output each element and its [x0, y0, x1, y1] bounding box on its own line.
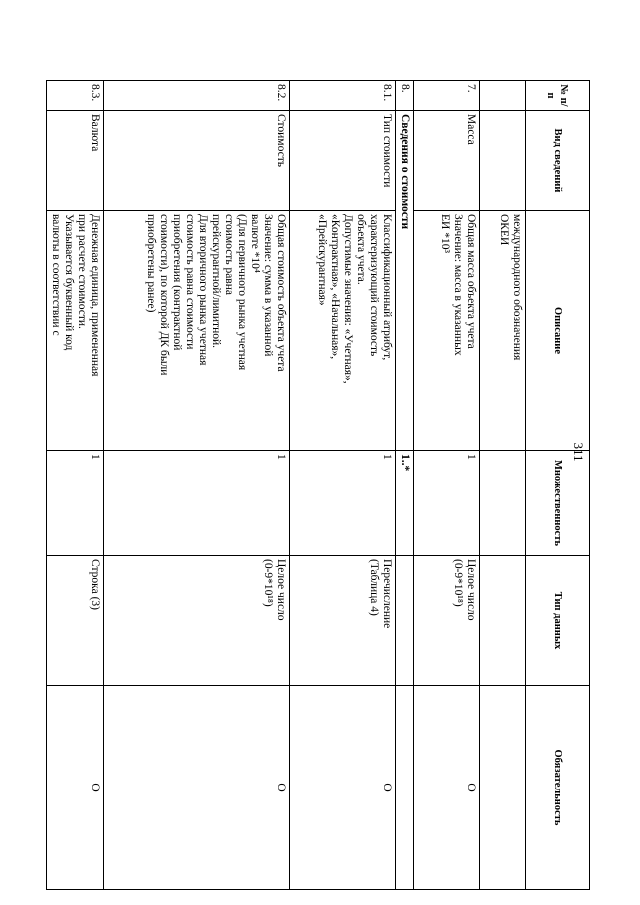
cell-type: Перечисление (Таблица 4)	[290, 556, 396, 686]
table-row	[104, 81, 290, 890]
cell-req: O	[47, 686, 104, 890]
data-table	[46, 80, 590, 890]
cell-kind: Валюта	[47, 111, 104, 211]
header-desc: Описание	[526, 211, 590, 451]
page-number: 311	[571, 442, 586, 462]
header-req: Обязательность	[526, 686, 590, 890]
cell-num: 8.2.	[104, 81, 290, 111]
cell-req: O	[414, 686, 480, 890]
cell-type	[396, 556, 414, 686]
cell-type	[480, 556, 526, 686]
cell-num	[480, 81, 526, 111]
cell-mult: 1	[104, 451, 290, 556]
table-row	[480, 81, 526, 890]
cell-num: 8.3.	[47, 81, 104, 111]
section-title: Сведения о стоимости	[396, 111, 414, 451]
table-row	[47, 81, 104, 890]
cell-type: Целое число (0-9*10¹⁸)	[104, 556, 290, 686]
cell-desc: международного обозначения ОКЕИ	[480, 211, 526, 451]
cell-mult: 1	[47, 451, 104, 556]
cell-desc: Классификационный атрибут, характеризующий стоимость объекта учета. Допустимые значения: «Учетная», «Контрактная», «Начальная», «Прейскурантная»	[290, 211, 396, 451]
cell-kind: Тип стоимости	[290, 111, 396, 211]
cell-type: Целое число (0-9*10¹⁸)	[414, 556, 480, 686]
cell-num: 8.	[396, 81, 414, 111]
cell-mult: 1	[290, 451, 396, 556]
header-kind: Вид сведений	[526, 111, 590, 211]
rotated-page	[50, 80, 590, 890]
cell-req	[396, 686, 414, 890]
cell-mult: 1..*	[396, 451, 414, 556]
cell-desc: Денежная единица, примененная при расчете стоимости. Указывается буквенный код валюты в соответствии с	[47, 211, 104, 451]
cell-type: Строка (3)	[47, 556, 104, 686]
cell-desc: Общая масса объекта учета Значение: масса в указанных ЕИ *10³	[414, 211, 480, 451]
cell-req	[480, 686, 526, 890]
cell-num: 8.1.	[290, 81, 396, 111]
cell-mult	[480, 451, 526, 556]
table-row	[396, 81, 414, 890]
cell-kind	[480, 111, 526, 211]
table-header-row	[526, 81, 590, 890]
header-num: № п/п	[526, 81, 590, 111]
cell-kind: Масса	[414, 111, 480, 211]
header-type: Тип данных	[526, 556, 590, 686]
cell-num: 7.	[414, 81, 480, 111]
table-row	[414, 81, 480, 890]
cell-kind: Стоимость	[104, 111, 290, 211]
cell-req: O	[104, 686, 290, 890]
cell-desc: Общая стоимость объекта учета Значение: сумма в указанной валюте *10⁴ (Для первичного рынка учетная стоимость равна прейскурантной/лимитной. Для вторичного рынка учетная стоимость равна стоимости приобретения (контрактной стоимости), по которой ДК были приобретены ранее)	[104, 211, 290, 451]
table-row	[290, 81, 396, 890]
cell-mult: 1	[414, 451, 480, 556]
header-mult: Множественность	[526, 451, 590, 556]
cell-req: O	[290, 686, 396, 890]
